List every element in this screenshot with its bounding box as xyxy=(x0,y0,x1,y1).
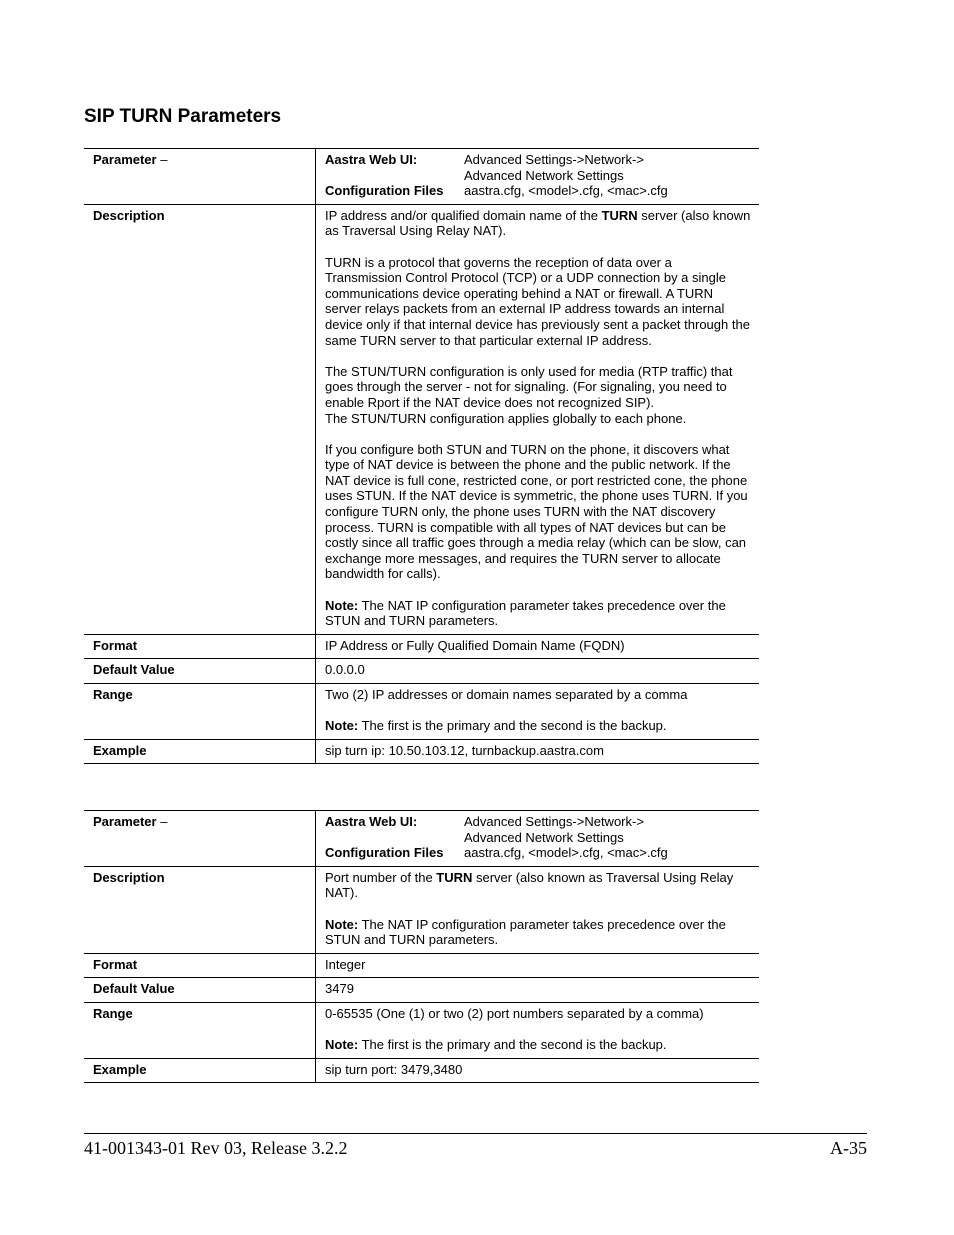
table-row xyxy=(84,1058,759,1083)
web-ui-path-line1: Advanced Settings->Network-> xyxy=(464,814,644,829)
table-row xyxy=(84,634,759,659)
range-label: Range xyxy=(84,684,316,740)
range-value-cell xyxy=(316,684,760,740)
table-row xyxy=(84,684,759,740)
format-value: Integer xyxy=(316,953,760,978)
web-ui-label: Aastra Web UI: xyxy=(325,152,418,167)
default-value-label: Default Value xyxy=(84,978,316,1003)
footer-document-id: 41-001343-01 Rev 03, Release 3.2.2 xyxy=(84,1138,348,1158)
example-value: sip turn ip: 10.50.103.12, turnbackup.aastra.com xyxy=(316,739,760,764)
table-row xyxy=(84,739,759,764)
web-ui-label: Aastra Web UI: xyxy=(325,814,418,829)
note-label: Note: xyxy=(325,1037,359,1053)
description-paragraph: The STUN/TURN configuration applies globally to each phone. xyxy=(325,410,687,426)
range-value: 0-65535 (One (1) or two (2) port numbers separated by a comma) xyxy=(325,1005,704,1021)
example-label: Example xyxy=(84,1058,316,1083)
note-text: The first is the primary and the second is the backup. xyxy=(358,1037,667,1053)
description-paragraph xyxy=(325,870,751,901)
format-value: IP Address or Fully Qualified Domain Name (FQDN) xyxy=(316,634,760,659)
config-files-value: aastra.cfg, <model>.cfg, <mac>.cfg xyxy=(464,845,668,861)
web-ui-path-line2: Advanced Network Settings xyxy=(464,167,624,183)
note-text: The NAT IP configuration parameter takes precedence over the STUN and TURN parameters. xyxy=(325,916,726,948)
example-label: Example xyxy=(84,739,316,764)
default-value: 0.0.0.0 xyxy=(316,659,760,684)
table-row xyxy=(84,149,759,205)
turn-ip-parameter-table xyxy=(84,148,759,764)
range-label: Range xyxy=(84,1002,316,1058)
range-value: Two (2) IP addresses or domain names separated by a comma xyxy=(325,687,688,702)
description-note xyxy=(325,917,751,948)
note-label: Note: xyxy=(325,916,359,932)
web-ui-row xyxy=(325,152,751,183)
web-ui-path xyxy=(464,814,751,845)
table-row xyxy=(84,978,759,1003)
config-files-row xyxy=(325,845,751,861)
web-ui-path xyxy=(464,152,751,183)
web-ui-path-line1: Advanced Settings->Network-> xyxy=(464,152,644,167)
description-paragraph: TURN is a protocol that governs the reception of data over a Transmission Control Protocol (TCP) or a UDP connection by a single communications device operating behind a NAT or firewall. A TURN server relays packets from an external IP address towards an internal device only if that internal device has previously sent a packet through the same TURN server to that particular external IP address. xyxy=(325,254,750,348)
range-note xyxy=(325,718,751,734)
default-value: 3479 xyxy=(316,978,760,1003)
web-ui-row xyxy=(325,814,751,845)
parameter-suffix: – xyxy=(156,814,168,829)
footer-rule xyxy=(84,1133,867,1134)
description-label: Description xyxy=(84,866,316,953)
description-paragraph: The STUN/TURN configuration is only used for media (RTP traffic) that goes through the server - not for signaling. (For signaling, you need to enable Rport if the NAT device does not recognized SIP). xyxy=(325,363,733,410)
config-files-value: aastra.cfg, <model>.cfg, <mac>.cfg xyxy=(464,183,668,199)
range-note xyxy=(325,1037,751,1053)
format-label: Format xyxy=(84,634,316,659)
example-value: sip turn port: 3479,3480 xyxy=(316,1058,760,1083)
default-value-label: Default Value xyxy=(84,659,316,684)
turn-port-parameter-table xyxy=(84,810,759,1083)
range-value-cell xyxy=(316,1002,760,1058)
parameter-label: Parameter xyxy=(93,152,157,167)
config-files-label: Configuration Files xyxy=(325,183,444,199)
parameter-label-cell xyxy=(84,811,316,867)
note-text: The first is the primary and the second is the backup. xyxy=(358,718,667,734)
table-row xyxy=(84,659,759,684)
footer-page-number: A-35 xyxy=(830,1138,867,1158)
description-value xyxy=(316,866,760,953)
description-text: server (also known as Traversal Using Relay NAT). xyxy=(325,207,751,239)
note-text: The NAT IP configuration parameter takes precedence over the STUN and TURN parameters. xyxy=(325,597,726,629)
description-text: server (also known as Traversal Using Relay NAT). xyxy=(325,869,734,901)
config-files-row xyxy=(325,183,751,199)
description-paragraph: If you configure both STUN and TURN on the phone, it discovers what type of NAT device is between the phone and the public network. If the NAT device is full cone, restricted cone, or port restricted cone, the phone uses STUN. If the NAT device is symmetric, the phone uses TURN. If you configure TURN only, the phone uses TURN with the NAT discovery process. TURN is compatible with all types of NAT devices but can be costly since all traffic goes through a media relay (which can be slow, can exchange more messages, and requires the TURN server to allocate bandwidth for calls). xyxy=(325,441,748,582)
description-note xyxy=(325,598,751,629)
table-row xyxy=(84,866,759,953)
note-label: Note: xyxy=(325,597,359,613)
parameter-label: Parameter xyxy=(93,814,157,829)
description-paragraph xyxy=(325,208,751,239)
parameter-suffix: – xyxy=(156,152,168,167)
description-bold-term: TURN xyxy=(436,869,473,885)
table-row xyxy=(84,1002,759,1058)
table-row xyxy=(84,953,759,978)
parameter-label-cell xyxy=(84,149,316,205)
description-text: IP address and/or qualified domain name of the xyxy=(325,207,602,223)
config-files-label: Configuration Files xyxy=(325,845,444,861)
web-ui-path-line2: Advanced Network Settings xyxy=(464,829,624,845)
table-row xyxy=(84,811,759,867)
description-value xyxy=(316,204,760,634)
description-label: Description xyxy=(84,204,316,634)
parameter-value-cell xyxy=(316,811,760,867)
section-heading: SIP TURN Parameters xyxy=(84,106,282,127)
format-label: Format xyxy=(84,953,316,978)
note-label: Note: xyxy=(325,718,359,734)
description-bold-term: TURN xyxy=(601,207,638,223)
description-text: Port number of the xyxy=(325,869,437,885)
parameter-value-cell xyxy=(316,149,760,205)
table-row xyxy=(84,204,759,634)
